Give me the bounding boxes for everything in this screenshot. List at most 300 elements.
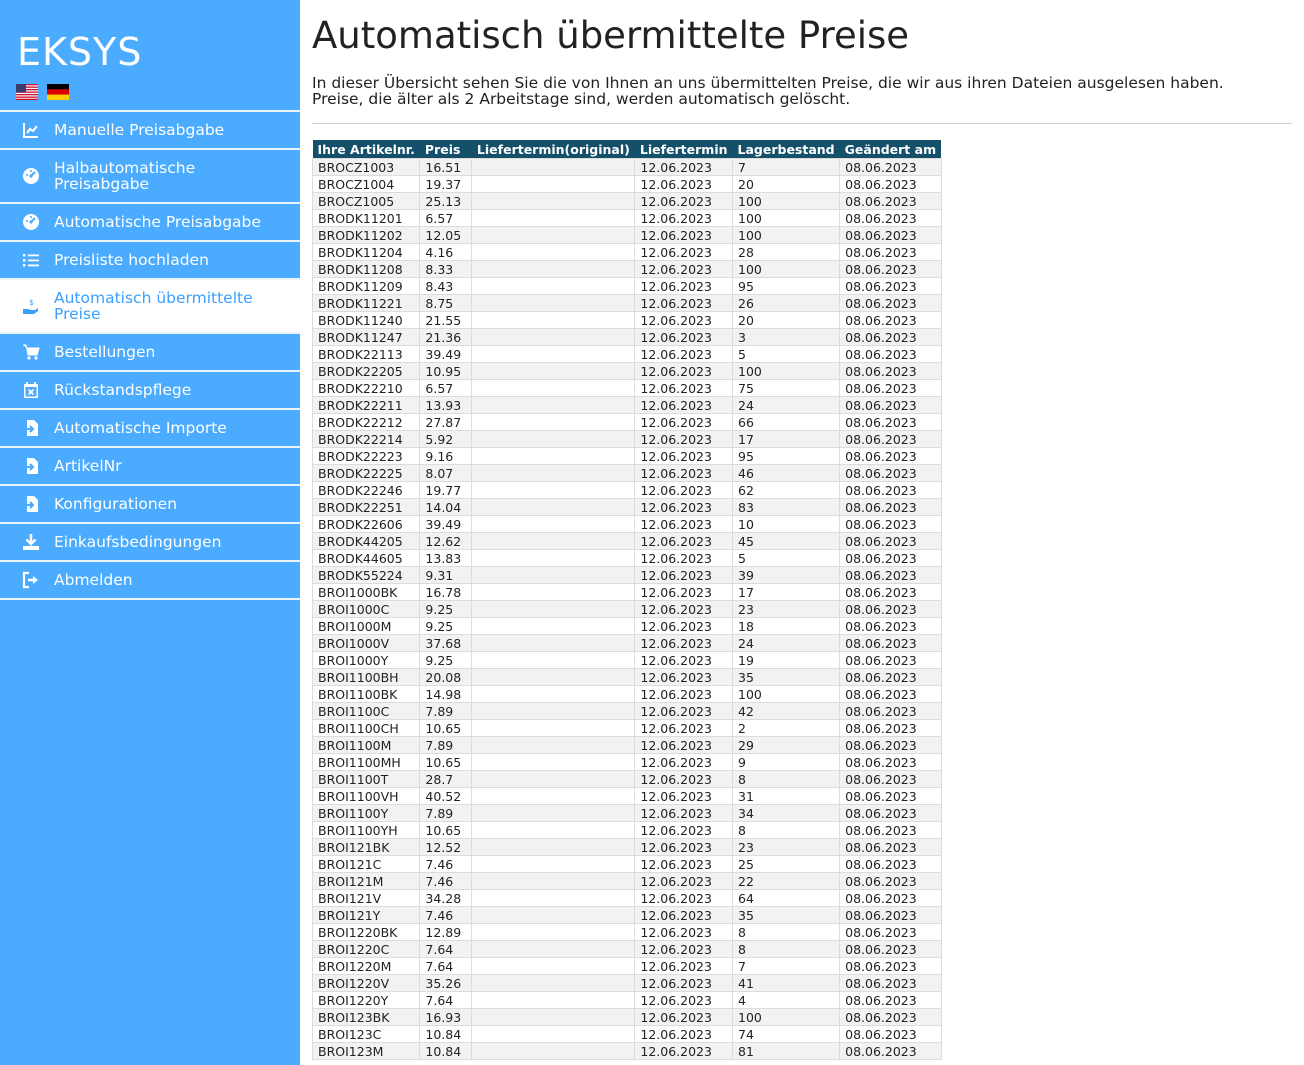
table-cell: 12.06.2023	[635, 1043, 733, 1060]
table-row	[313, 550, 942, 567]
language-switcher	[16, 84, 69, 100]
table-cell: 08.06.2023	[840, 975, 941, 992]
table-cell: BROI123BK	[313, 1009, 420, 1026]
table-cell: 08.06.2023	[840, 533, 941, 550]
table-cell: 08.06.2023	[840, 584, 941, 601]
table-cell: 14.98	[420, 686, 472, 703]
svg-text:$: $	[29, 298, 35, 307]
table-cell: 12.06.2023	[635, 516, 733, 533]
table-cell: 12.06.2023	[635, 295, 733, 312]
table-cell: 12.06.2023	[635, 788, 733, 805]
table-row	[313, 890, 942, 907]
table-cell	[472, 499, 635, 516]
table-cell	[472, 618, 635, 635]
table-cell: 08.06.2023	[840, 856, 941, 873]
table-cell: BRODK11240	[313, 312, 420, 329]
table-row	[313, 261, 942, 278]
table-cell	[472, 839, 635, 856]
table-cell: 12.06.2023	[635, 1009, 733, 1026]
table-cell: 08.06.2023	[840, 159, 941, 176]
table-cell: 7	[733, 958, 840, 975]
table-cell	[472, 312, 635, 329]
table-cell: BRODK22251	[313, 499, 420, 516]
column-header[interactable]: Lagerbestand	[733, 140, 840, 159]
table-cell: 12.06.2023	[635, 227, 733, 244]
table-cell: 08.06.2023	[840, 210, 941, 227]
table-cell: BROI1000V	[313, 635, 420, 652]
table-cell: 2	[733, 720, 840, 737]
table-cell: 7.89	[420, 737, 472, 754]
table-cell: 12.06.2023	[635, 499, 733, 516]
table-cell: 12.52	[420, 839, 472, 856]
sidebar-item-label: Rückstandspflege	[54, 381, 192, 399]
table-cell: BROCZ1005	[313, 193, 420, 210]
table-cell: 12.06.2023	[635, 992, 733, 1009]
table-cell	[472, 822, 635, 839]
table-row	[313, 278, 942, 295]
table-cell: BRODK22210	[313, 380, 420, 397]
table-row	[313, 618, 942, 635]
table-cell: BROI123M	[313, 1043, 420, 1060]
table-row	[313, 856, 942, 873]
table-cell: 100	[733, 261, 840, 278]
table-cell: 08.06.2023	[840, 907, 941, 924]
table-cell	[472, 448, 635, 465]
sidebar-item-label: Halbautomatische Preisabgabe	[54, 159, 196, 193]
table-cell: 12.06.2023	[635, 414, 733, 431]
table-cell: 100	[733, 363, 840, 380]
table-cell: 12.06.2023	[635, 720, 733, 737]
de-flag-icon[interactable]	[47, 84, 69, 100]
table-cell: 100	[733, 193, 840, 210]
table-cell: 08.06.2023	[840, 567, 941, 584]
table-cell: 8	[733, 771, 840, 788]
sidebar-item-artikelnr[interactable]	[0, 446, 300, 484]
sidebar-item-manuelle-preisabgabe[interactable]	[0, 110, 300, 148]
table-cell: 12.06.2023	[635, 839, 733, 856]
table-cell: 9.16	[420, 448, 472, 465]
table-row	[313, 346, 942, 363]
table-cell: 08.06.2023	[840, 244, 941, 261]
table-cell: 42	[733, 703, 840, 720]
table-cell: BRODK11209	[313, 278, 420, 295]
table-cell: 08.06.2023	[840, 873, 941, 890]
sidebar-item-label: Preisliste hochladen	[54, 251, 209, 269]
table-cell: 8.43	[420, 278, 472, 295]
table-cell: 12.06.2023	[635, 601, 733, 618]
table-cell: 62	[733, 482, 840, 499]
table-cell: BROI1100CH	[313, 720, 420, 737]
table-cell: 08.06.2023	[840, 924, 941, 941]
table-cell: 12.06.2023	[635, 822, 733, 839]
table-cell: 6.57	[420, 380, 472, 397]
table-row	[313, 737, 942, 754]
table-body	[313, 159, 942, 1060]
file-import-icon	[21, 494, 41, 514]
table-cell: 12.06.2023	[635, 907, 733, 924]
table-cell: 12.06.2023	[635, 805, 733, 822]
table-cell: BROI1100M	[313, 737, 420, 754]
table-cell	[472, 771, 635, 788]
column-header[interactable]: Ihre Artikelnr.	[313, 140, 420, 159]
table-cell	[472, 720, 635, 737]
table-cell: 12.06.2023	[635, 210, 733, 227]
table-cell: 08.06.2023	[840, 618, 941, 635]
table-cell: 9.25	[420, 618, 472, 635]
table-cell: 12.06.2023	[635, 958, 733, 975]
table-cell	[472, 431, 635, 448]
table-row	[313, 516, 942, 533]
table-cell: 20	[733, 312, 840, 329]
table-cell: 12.06.2023	[635, 329, 733, 346]
table-cell	[472, 873, 635, 890]
table-cell: 08.06.2023	[840, 635, 941, 652]
table-row	[313, 363, 942, 380]
table-cell	[472, 652, 635, 669]
table-cell: 08.06.2023	[840, 550, 941, 567]
table-cell: 39.49	[420, 346, 472, 363]
table-cell: BRODK22223	[313, 448, 420, 465]
sidebar-item-halbautomatische-preisabgabe[interactable]	[0, 148, 300, 202]
table-row	[313, 159, 942, 176]
table-cell: 23	[733, 601, 840, 618]
table-cell: 12.06.2023	[635, 652, 733, 669]
table-cell	[472, 482, 635, 499]
table-cell	[472, 210, 635, 227]
prices-table	[312, 140, 942, 1060]
sidebar-item-preisliste-hochladen[interactable]	[0, 240, 300, 278]
table-cell: 24	[733, 397, 840, 414]
table-row	[313, 703, 942, 720]
table-cell	[472, 737, 635, 754]
table-row	[313, 244, 942, 261]
column-header[interactable]: Liefertermin(original)	[472, 140, 635, 159]
table-cell: 08.06.2023	[840, 1009, 941, 1026]
table-cell: BROI123C	[313, 1026, 420, 1043]
table-cell: BROI1100BH	[313, 669, 420, 686]
table-cell: 12.06.2023	[635, 193, 733, 210]
table-cell: 08.06.2023	[840, 890, 941, 907]
sidebar-nav	[0, 110, 300, 600]
table-cell: 66	[733, 414, 840, 431]
table-cell: 10.84	[420, 1043, 472, 1060]
sidebar-item-label: Einkaufsbedingungen	[54, 533, 222, 551]
table-cell: 12.06.2023	[635, 856, 733, 873]
table-cell: 8.33	[420, 261, 472, 278]
table-cell: 08.06.2023	[840, 278, 941, 295]
table-cell: 12.06.2023	[635, 312, 733, 329]
table-cell: 17	[733, 431, 840, 448]
column-header[interactable]: Geändert am	[840, 140, 941, 159]
sidebar-item-label: Bestellungen	[54, 343, 156, 361]
table-cell: 08.06.2023	[840, 958, 941, 975]
table-row	[313, 601, 942, 618]
table-cell: 74	[733, 1026, 840, 1043]
table-cell: 35.26	[420, 975, 472, 992]
table-cell: 12.06.2023	[635, 771, 733, 788]
table-cell: BROI121Y	[313, 907, 420, 924]
table-cell: BROI1220M	[313, 958, 420, 975]
table-cell: 7	[733, 159, 840, 176]
table-cell: 34	[733, 805, 840, 822]
table-row	[313, 227, 942, 244]
column-header[interactable]: Preis	[420, 140, 472, 159]
table-row	[313, 1026, 942, 1043]
table-cell: 7.64	[420, 941, 472, 958]
sidebar-item-label: Automatisch übermittelte Preise	[54, 289, 253, 323]
table-cell: 28	[733, 244, 840, 261]
table-cell: 28.7	[420, 771, 472, 788]
table-cell: 12.06.2023	[635, 244, 733, 261]
table-row	[313, 584, 942, 601]
table-row	[313, 465, 942, 482]
table-header-row	[313, 140, 942, 159]
table-cell: 08.06.2023	[840, 346, 941, 363]
table-cell	[472, 193, 635, 210]
table-cell	[472, 363, 635, 380]
table-row	[313, 822, 942, 839]
table-cell: 46	[733, 465, 840, 482]
table-row	[313, 873, 942, 890]
table-cell: BRODK22205	[313, 363, 420, 380]
table-cell: 20	[733, 176, 840, 193]
table-cell: 08.06.2023	[840, 754, 941, 771]
sidebar-item-label: Abmelden	[54, 571, 133, 589]
table-cell: BRODK22212	[313, 414, 420, 431]
table-cell: BROI1220C	[313, 941, 420, 958]
table-cell: 08.06.2023	[840, 465, 941, 482]
table-cell: 12.06.2023	[635, 431, 733, 448]
table-cell: 100	[733, 210, 840, 227]
table-cell: BROI1000C	[313, 601, 420, 618]
table-cell: BROI1100T	[313, 771, 420, 788]
gauge-icon	[21, 166, 41, 186]
table-cell: 12.06.2023	[635, 584, 733, 601]
table-cell	[472, 856, 635, 873]
table-cell: 81	[733, 1043, 840, 1060]
table-cell	[472, 584, 635, 601]
table-cell: 16.78	[420, 584, 472, 601]
table-cell: 19.37	[420, 176, 472, 193]
table-cell: BROI1100YH	[313, 822, 420, 839]
table-cell: 7.46	[420, 907, 472, 924]
table-cell	[472, 703, 635, 720]
table-cell: 8.75	[420, 295, 472, 312]
table-cell: 12.05	[420, 227, 472, 244]
table-cell: 12.06.2023	[635, 941, 733, 958]
table-cell: BROCZ1004	[313, 176, 420, 193]
table-cell	[472, 278, 635, 295]
table-cell	[472, 516, 635, 533]
table-cell: 10.95	[420, 363, 472, 380]
table-row	[313, 295, 942, 312]
table-cell: 08.06.2023	[840, 788, 941, 805]
sidebar-item-automatische-importe[interactable]	[0, 408, 300, 446]
column-header[interactable]: Liefertermin	[635, 140, 733, 159]
sidebar	[0, 0, 300, 1065]
sidebar-item-abmelden[interactable]	[0, 560, 300, 600]
table-cell: BRODK44205	[313, 533, 420, 550]
table-cell: 9.31	[420, 567, 472, 584]
table-cell: 08.06.2023	[840, 822, 941, 839]
table-cell	[472, 924, 635, 941]
table-cell: 8	[733, 924, 840, 941]
table-cell: 19	[733, 652, 840, 669]
table-row	[313, 533, 942, 550]
table-row	[313, 907, 942, 924]
divider	[312, 123, 1292, 124]
sidebar-item-konfigurationen[interactable]	[0, 484, 300, 522]
table-cell: 12.06.2023	[635, 1026, 733, 1043]
table-row	[313, 652, 942, 669]
table-row	[313, 397, 942, 414]
table-cell: BRODK44605	[313, 550, 420, 567]
table-cell	[472, 397, 635, 414]
table-cell: 17	[733, 584, 840, 601]
table-cell: 12.06.2023	[635, 397, 733, 414]
table-cell	[472, 176, 635, 193]
table-cell: 12.06.2023	[635, 873, 733, 890]
table-cell: 12.06.2023	[635, 482, 733, 499]
table-cell: 95	[733, 448, 840, 465]
table-row	[313, 414, 942, 431]
table-row	[313, 754, 942, 771]
table-row	[313, 771, 942, 788]
table-cell: 64	[733, 890, 840, 907]
table-cell	[472, 346, 635, 363]
table-cell: 12.06.2023	[635, 533, 733, 550]
table-cell: 08.06.2023	[840, 431, 941, 448]
file-import-icon	[21, 456, 41, 476]
table-cell: 08.06.2023	[840, 397, 941, 414]
hand-dollar-icon	[21, 296, 41, 316]
table-cell: BROI1100VH	[313, 788, 420, 805]
table-row	[313, 176, 942, 193]
table-cell: 45	[733, 533, 840, 550]
table-cell: 25	[733, 856, 840, 873]
table-cell	[472, 244, 635, 261]
table-cell: 08.06.2023	[840, 703, 941, 720]
table-cell: 21.55	[420, 312, 472, 329]
us-flag-icon[interactable]	[16, 84, 38, 100]
table-cell: 12.06.2023	[635, 278, 733, 295]
brand-logo[interactable]: EKSYS	[17, 30, 143, 74]
table-cell: 12.06.2023	[635, 754, 733, 771]
table-cell: 3	[733, 329, 840, 346]
table-cell	[472, 805, 635, 822]
table-cell	[472, 992, 635, 1009]
table-row	[313, 635, 942, 652]
table-cell: 7.89	[420, 703, 472, 720]
sidebar-item-automatische-preisabgabe[interactable]	[0, 202, 300, 240]
table-cell: 08.06.2023	[840, 176, 941, 193]
table-cell: 100	[733, 227, 840, 244]
table-cell: 12.62	[420, 533, 472, 550]
table-cell: 25.13	[420, 193, 472, 210]
table-cell: 5.92	[420, 431, 472, 448]
table-cell: 12.06.2023	[635, 737, 733, 754]
table-cell: 4.16	[420, 244, 472, 261]
table-cell: BROI1000BK	[313, 584, 420, 601]
table-cell: BROI1220BK	[313, 924, 420, 941]
table-cell: 08.06.2023	[840, 482, 941, 499]
table-row	[313, 924, 942, 941]
table-cell: BROI1000M	[313, 618, 420, 635]
table-cell: 08.06.2023	[840, 329, 941, 346]
table-cell: 12.06.2023	[635, 686, 733, 703]
table-cell: BRODK22246	[313, 482, 420, 499]
table-cell: BROI1100MH	[313, 754, 420, 771]
sidebar-item-automatisch-uebermittelte-preise[interactable]	[0, 278, 300, 332]
table-row	[313, 210, 942, 227]
table-cell: 40.52	[420, 788, 472, 805]
table-cell	[472, 788, 635, 805]
table-cell: 12.06.2023	[635, 890, 733, 907]
table-cell: 08.06.2023	[840, 380, 941, 397]
table-cell: 12.06.2023	[635, 975, 733, 992]
table-cell: 08.06.2023	[840, 601, 941, 618]
table-cell	[472, 958, 635, 975]
chart-line-icon	[21, 120, 41, 140]
table-row	[313, 329, 942, 346]
table-row	[313, 312, 942, 329]
table-cell: 08.06.2023	[840, 1043, 941, 1060]
table-cell: 12.06.2023	[635, 363, 733, 380]
table-cell: 12.06.2023	[635, 346, 733, 363]
table-cell: 100	[733, 1009, 840, 1026]
table-cell: 83	[733, 499, 840, 516]
sidebar-item-bestellungen[interactable]	[0, 332, 300, 370]
table-cell: 22	[733, 873, 840, 890]
table-cell: 12.06.2023	[635, 550, 733, 567]
table-cell	[472, 159, 635, 176]
table-cell: 08.06.2023	[840, 771, 941, 788]
table-cell: 08.06.2023	[840, 652, 941, 669]
table-row	[313, 1043, 942, 1060]
table-cell: 31	[733, 788, 840, 805]
table-cell: 12.89	[420, 924, 472, 941]
table-cell: 12.06.2023	[635, 261, 733, 278]
table-cell: 8	[733, 941, 840, 958]
table-cell: 08.06.2023	[840, 720, 941, 737]
table-cell: BRODK55224	[313, 567, 420, 584]
table-row	[313, 448, 942, 465]
sidebar-item-label: Manuelle Preisabgabe	[54, 121, 225, 139]
table-cell: 5	[733, 550, 840, 567]
table-cell	[472, 635, 635, 652]
table-cell: BROI1220Y	[313, 992, 420, 1009]
table-cell: 08.06.2023	[840, 737, 941, 754]
table-cell: 8	[733, 822, 840, 839]
table-cell: 10.65	[420, 754, 472, 771]
table-cell: 08.06.2023	[840, 686, 941, 703]
table-cell: 10.84	[420, 1026, 472, 1043]
table-cell: BROI121M	[313, 873, 420, 890]
table-row	[313, 380, 942, 397]
sidebar-item-einkaufsbedingungen[interactable]	[0, 522, 300, 560]
table-cell: 08.06.2023	[840, 312, 941, 329]
table-cell: BROI1000Y	[313, 652, 420, 669]
table-cell	[472, 295, 635, 312]
table-cell: 08.06.2023	[840, 805, 941, 822]
table-cell	[472, 329, 635, 346]
table-row	[313, 992, 942, 1009]
table-cell: 16.51	[420, 159, 472, 176]
table-cell	[472, 533, 635, 550]
table-cell: 13.93	[420, 397, 472, 414]
table-cell: 12.06.2023	[635, 635, 733, 652]
sidebar-item-rueckstandspflege[interactable]	[0, 370, 300, 408]
